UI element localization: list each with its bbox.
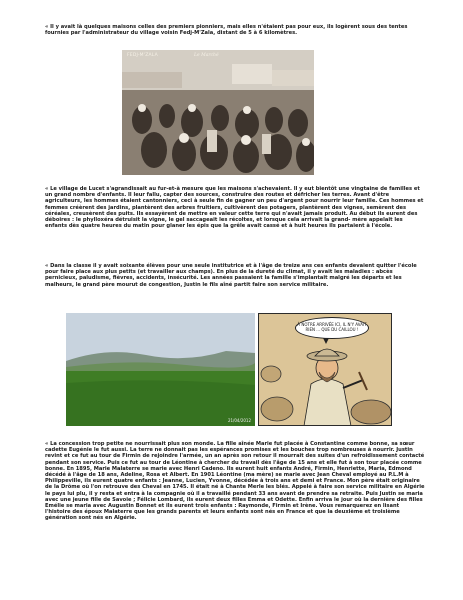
comic-speech-tail: [323, 338, 329, 344]
paragraph-village-growth: « Le village de Lucet s'agrandissait au fur-et-à mesure que les maisons s'achevaient. Il y eut bientôt une vingtaine de familles et un grand nombre d'enfants. Il leur fallu, capter des sources, construire des routes et défricher les terres. Avant d'être agriculteurs, les hommes étaient cantonniers, ceci à seule fin de gagner un peu d'argent pour nourrir leur famille. Ces hommes et femmes créèrent des jardins, plantèrent des arbres fruitiers, cultivèrent des potagers, plantèrent des vignes, semèrent des céréales, creusèrent des puits. Ils essayèrent de mettre en valeur cette terre qui n'avait jamais produit. Au début ils eurent des déboires : le phylloxéra détruisit la vigne, le gel saccageait les récoltes, et lorsque cela arrivait la grand- mère appelait les enfants dès quatre heures du matin pour glaner les épis que la grêle avait cassé et à huit heures ils partaient à l'école.: [45, 186, 424, 230]
landscape-photo-scene: [66, 313, 255, 426]
market-photo-subcaption: Le Marché: [194, 53, 219, 58]
paragraph-pioneers: « Il y avait là quelques maisons celles des premiers pionniers, mais elles n'étaient pas pour eux, ils logèrent sous des tentes fournies par l'administrateur du village voisin Fedj-M'Zala, distant de 5 à 6 kilomètres.: [45, 24, 408, 37]
comic-speech-line-1: À NOTRE ARRIVÉE ICI, IL N'Y AVAIT: [297, 322, 367, 327]
market-photo: [122, 50, 314, 175]
comic-speech-line-2: RIEN ... QUE DU CAILLOU !: [305, 327, 359, 332]
paragraph-family-history: « La concession trop petite ne nourrissait plus son monde. La fille aînée Marie fut placée à Constantine comme bonne, sa sœur cadette Eugénie le fut aussi. La terre ne donnait pas les espérances promises et les bouches trop nombreuses à nourrir. Justin revint et ce fut au tour de Firmin de rejoindre l'armée, un an après son retour il mourrait des suites d'un refroidissement contacté pendant son service. Puis ce fut au tour de Léontine à chercher du travail dès l'âge de 15 ans et elle fut à son tour placée comme bonne. En 1895, Marie Malaterre se marie avec Henri Cadeno. Ils eurent huit enfants André, Firmin, Henriette, Maria, Edmond décédé à l'âge de 18 ans, Adeline, Rosa et Albert. En 1901 Léontine (ma mère) se marie avec Jean Cheval employé au P.L.M à Philippeville, ils eurent quatre enfants : Jeanne, Lucien, Yvonne, décédée à trois ans et demi et France. Mon père était originaire de la Drôme où l'on retrouve des Cheval en 1745. Il était né à Chante Merle les blés. Appelé à faire son service militaire en Algérie le pays lui plu, il y resta et entra à la compagnie où il a travaillé pendant 33 ans avant de prendre sa retraite. Puis Justin se maria avec une jeune fille de Savoie ; Félicie Lombard, ils eurent deux filles Emma et Odette. Enfin arriva le jour où la dernière des filles Emélie se maria avec Augustin Bonnet et ils eurent trois enfants : Raymonde, Firmin et Irène. Vous remarquerez en lisant l'histoire des époux Malaterre que les grands parents et leurs enfants sont nés en France et que la deuxième et troisième génération sont nés en Algérie.: [45, 441, 425, 522]
market-photo-caption: FEDJ-M'ZALA: [127, 53, 158, 58]
paragraph-school: « Dans la classe il y avait soixante élèves pour une seule institutrice et à l'âge de treize ans ces enfants devaient quitter l'école pour faire place aux plus petits (et travailler aux champs). En plus de la dureté du climat, il y avait les maladies : abcès pernicieux, paludisme, fièvres, accidents, insécurité. Les années passaient la famille s'implantait malgré les départs et les malheurs, le grand père mourut de congestion, Justin le fils aîné partit faire son service militaire.: [45, 263, 417, 288]
comic-speech-bubble: [295, 317, 369, 339]
market-photo-scene: [122, 50, 314, 175]
comic-panel: [258, 313, 392, 426]
landscape-photo-date: 21/04/2012: [227, 418, 251, 423]
landscape-photo: [66, 313, 255, 426]
